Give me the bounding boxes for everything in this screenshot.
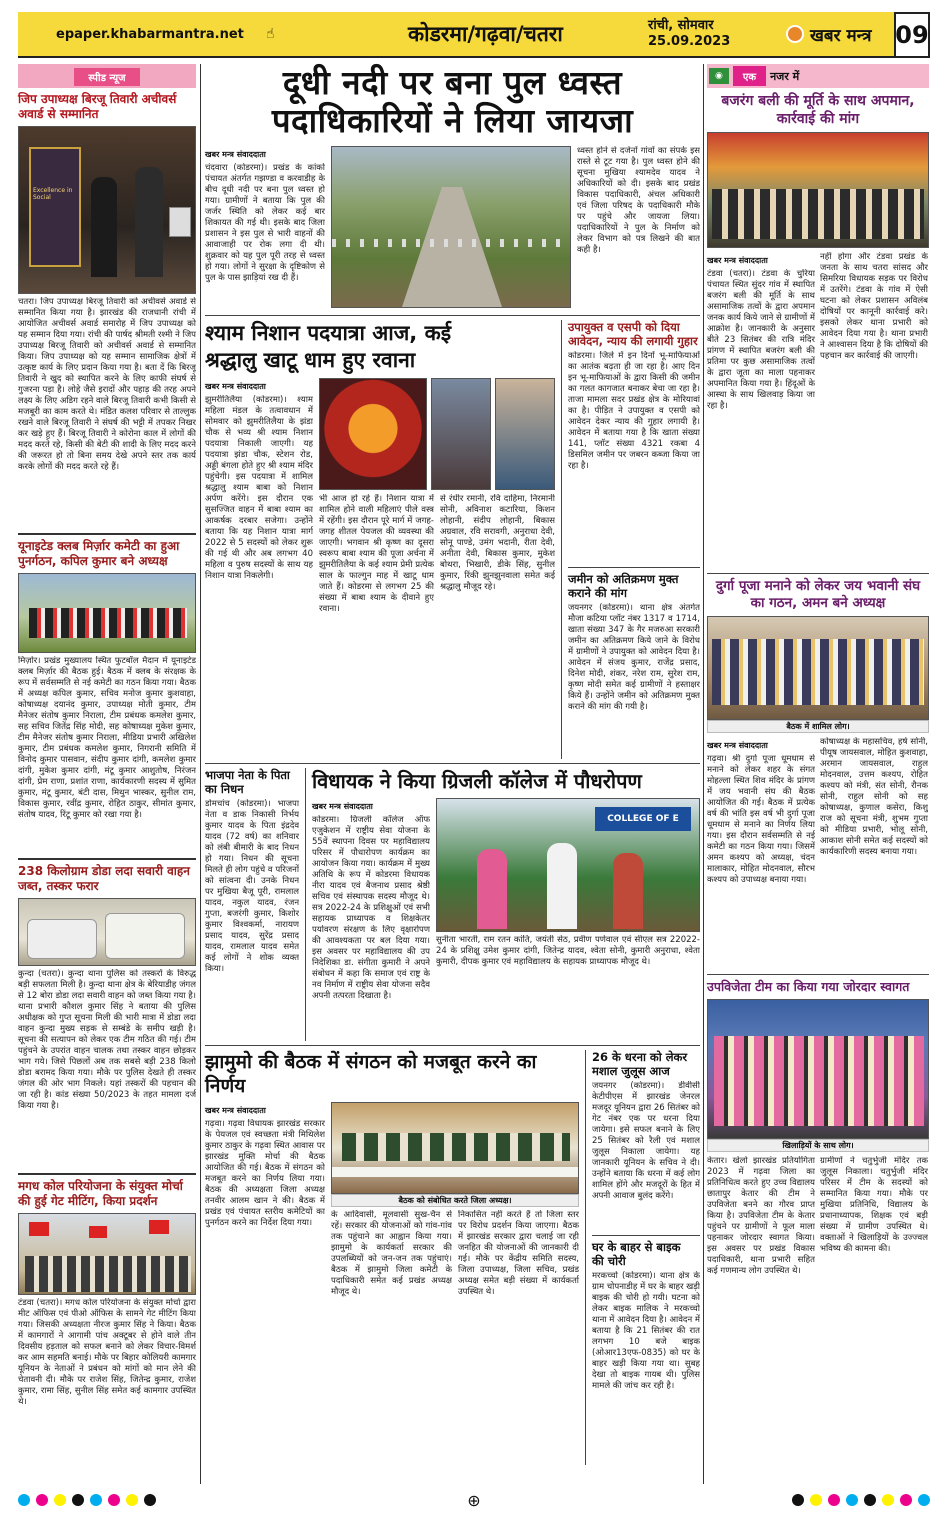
khatu-shyam-photo xyxy=(319,378,427,490)
lead-headline-line1: दूधी नदी पर बना पुल ध्वस्त xyxy=(282,63,623,102)
page-number: 09 xyxy=(894,12,930,58)
khatu-body3: से रंधीर रमानी, रवि दाहिमा, निरमानी सोनी, अविनाश कटारिया, किशन लोहानी, संदीप लोहानी, बिकास अग्रवाल, रवि सरावगी, अनुराधा देवी, सोनू पाण्डे, उमंग भदानी, रीता देवी, अनीता देवी, बिकास कुमार, मुकेश बोथरा, भिखारी, डीके सिंह, सुनील कुमार, रिंकी झुनझुनवाला समेत कई श्रद्धालु मौजूद रहे। xyxy=(440,494,555,592)
award-banner-text: Excellence in Social xyxy=(33,187,73,201)
lead-byline: खबर मन्त्र संवाददाता xyxy=(205,150,266,159)
print-registration-bar xyxy=(18,1490,930,1510)
najar-label: नजर में xyxy=(770,69,800,83)
jmm-photo-caption: बैठक को संबोधित करते जिला अध्यक्ष। xyxy=(331,1194,579,1207)
khatu-body2: भी आज हो रहे हैं। निशान यात्रा में शामिल होने वाली महिलाएं पीले वस्त्र में रहेंगी। इस दौरान पूरे मार्ग में जगह-जगह शीतल पेयजल की व्यवस्था की जाएगी। भगवान श्री कृष्ण का दूसरा स्वरूप बाबा श्याम की पूजा अर्चना में झुमरीतिलैया के कई श्याम प्रेमी प्रत्येक साल के फाल्गुन माह में खाटू धाम जाते हैं। कोडरमा से लगभग 25 की संख्या में बाबा श्याम के दीवाने हुए रवाना। xyxy=(319,494,434,614)
sack-pile xyxy=(27,919,97,959)
right-story2-body2: कोषाध्यक्ष के महासचिव, हर्ष सोनी, पीयूष जायसवाल, मोहित कुशवाहा, अरमान जायसवाल, राहुल मोदनवाल, उत्तम कश्यप, रोहित कश्यप को मंत्री, संत सोनी, रौनक सोनी, राहुल सोनी को सह कोषाध्यक्ष, कुणाल कसेरा, किशु राज को सूचना मंत्री, शुभम गुप्ता को मीडिया प्रभारी, भोलू सोनी, आकाश सोनी समेत कई सदस्यों को कार्यकारिणी सदस्य बनाया गया। xyxy=(820,737,928,857)
center-column xyxy=(205,64,700,1465)
right-story1-photo xyxy=(707,132,929,248)
brand-logo-icon xyxy=(786,25,804,43)
lead-body-right: ध्वस्त होने से दर्जनों गांवों का संपर्क इस रास्ते से टूट गया है। पुल ध्वस्त होने की सूचना मुखिया श्यामदेव यादव ने अधिकारियों को दी। इसके बाद प्रखंड विकास पदाधिकारी, अंचल अधिकारी एवं जिला परिषद के पदाधिकारी मौके पर पहुंचे और जायजा लिया। पदाधिकारियों ने पुल के निर्माण को लेकर विभाग को पत्र लिखने की बात कही है। xyxy=(577,146,700,255)
award-banner xyxy=(29,147,81,267)
story2-photo xyxy=(18,573,196,653)
person-figure xyxy=(547,843,577,929)
upayukt-body: कोडरमा। जिले में इन दिनों भू-माफियाओं का आतंक बढ़ता ही जा रहा है। आए दिन इन भू-माफियाओं के द्वारा किसी की जमीन का गलत कागजात बनाकर बेचा जा रहा है। ताजा मामला सदर प्रखंड क्षेत्र के मोरियावां का है। पीड़ित ने उपायुक्त व एसपी को आवेदन देकर न्याय की गुहार लगायी है। आवेदन में बताया गया है कि खाता संख्या 141, प्लॉट संख्या 4321 रकबा 4 डिसमिल जमीन पर जबरन कब्जा किया जा रहा है। xyxy=(567,351,700,471)
flag xyxy=(29,1222,49,1236)
ek-label: एक xyxy=(733,66,766,86)
college-body1: कोडरमा। ग्रिजली कॉलेज ऑफ एजुकेशन में राष्ट्रीय सेवा योजना के 55वें स्थापना दिवस पर महाविद्यालय परिसर में पौधारोपण कार्यक्रम का आयोजन किया गया। कार्यक्रम में मुख्य अतिथि के रूप में कोडरमा विधायक नीरा यादव एवं बैजनाथ प्रसाद श्रेष्ठी सचिव एवं संस्थापक सदस्य मौजूद थे। सत्र 2022-24 के प्रशिक्षुओं एवं सभी सहायक प्राध्यापक व शिक्षकेतर xyxy=(312,815,430,923)
bhajpa-headline-line1: भाजपा नेता के पिता xyxy=(205,768,290,782)
story4-body: टंडवा (चतरा)। मगध कोल परियोजना के संयुक्त मोर्चा द्वारा मीट ऑफिस एवं पीओ ऑफिस के सामने गेट मीटिंग किया गया। जिसकी अध्यक्षता नीरज कुमार सिंह ने किया। बैठक में कामगारों ने आगामी पांच अक्टूबर से होने वाले तीन दिवसीय हड़ताल को सफल बनाने को लेकर विचार-विमर्श कर आम सहमति बनाई। मौके पर बिहार कोलियरी कामगार यूनियन के नेताओं ने प्रबंधन को मांगों को मान लेने की चेतावनी दी। मौके पर राजेश सिंह, जितेन्द्र कुमार, राजेश कुमार, रामा सिंह, सुनील सिंह समेत कई कामगार उपस्थित थे। xyxy=(18,1298,196,1407)
lead-headline[interactable] xyxy=(205,64,700,140)
speed-news-bar xyxy=(18,64,196,88)
right-story2-photo-caption: बैठक में शामिल लोग। xyxy=(707,720,929,733)
page-header xyxy=(18,12,930,58)
college-banner: COLLEGE OF E xyxy=(595,807,691,831)
color-registration-left xyxy=(18,1494,156,1506)
right-story3-body2: ग्रामीणों ने चतुर्भुजी मंदिर तक जुलूस निकाला। चतुर्भुजी मंदिर परिसर में टीम के सदस्यों को सम्मानित किया गया। मौके पर मुखिया प्रतिनिधि, विद्यालय के प्रधानाध्यापक, शिक्षक एवं बड़ी संख्या में ग्रामीण उपस्थित थे। वक्ताओं ने खिलाड़ियों के उज्ज्वल भविष्य की कामना की। xyxy=(820,1156,928,1254)
site-url[interactable]: epaper.khabarmantra.net xyxy=(56,26,244,42)
ek-najar-logo-icon: ◉ xyxy=(709,68,729,84)
chori-body: मरकच्चो (कोडरमा)। थाना क्षेत्र के ग्राम चोपनाडीह में घर के बाहर खड़ी बाइक की चोरी हो गयी। घटना को लेकर बाइक मालिक ने मरकच्चो थाना में आवेदन दिया है। आवेदन में बताया है कि 21 सितंबर की रात लगभग 10 बजे बाइक (ओआर13एफ-0835) को घर के बाहर खड़ी किया गया था। सुबह देखा तो बाइक गायब थी। पुलिस मामले की जांच कर रही है। xyxy=(591,1271,700,1391)
upayukt-headline-line2: आवेदन, न्याय की लगायी गुहार xyxy=(567,334,698,348)
right-story3-photo xyxy=(707,999,929,1139)
person-figure xyxy=(477,849,507,929)
chori-headline[interactable] xyxy=(592,1240,700,1268)
college-body2: पर्यावरण संरक्षण के लिए वृक्षारोपण की आवश्यकता पर बल दिया गया। इस अवसर पर महाविद्यालय की उप निदेशिका डा. संगीता कुमारी ने अपने संबोधन में कहा कि समाज एवं राष्ट्र के नव निर्माण में राष्ट्रीय सेवा योजना सदैव अपनी तत्परता दिखाता है। xyxy=(312,925,430,1001)
khatu-selfie-photo xyxy=(495,378,555,490)
right-story2-body1: गढ़वा। श्री दुर्गा पूजा धूमधाम से मनाने को लेकर शहर के संगत मोहल्ला स्थित शिव मंदिर के प्रांगण में जय भवानी संघ की बैठक आयोजित की गई। बैठक में प्रत्येक वर्ष की भांति इस वर्ष भी दुर्गा पूजा धूमधाम से मनाने का निर्णय लिया गया। इस दौरान सर्वसम्मति से नई कमेटी का गठन किया गया। जिसमें अमन कश्यप को अध्यक्ष, चंदन मालाकार, मोहित मोदनवाल, सौरभ कश्यप को उपाध्यक्ष बनाया गया। xyxy=(707,754,815,885)
chori-headline-line2: की चोरी xyxy=(591,1254,626,1268)
college-body3: सुनीता भारती, राम रतन कांति, जयंती सेठ, प्रवीण पर्णवाल एवं सीएल सत्र 22022-24 के प्रशिक्षु उमेश कुमार दांगी, जितेन्द्र यादव, श्वेता सोनी, कुमारी अनुराधा, श्वेता कुमारी, दीपक कुमार एवं महाविद्यालय के सहायक प्राध्यापक मौजूद थे। xyxy=(436,935,700,967)
person-figure xyxy=(91,177,117,277)
person-figure xyxy=(613,853,643,929)
jameen-body: जयनगर (कोडरमा)। थाना क्षेत्र अंतर्गत मौजा कटिया प्लॉट नंबर 1317 व 1714, खाता संख्या 347 के गैर मजरुआ सरकारी जमीन का अतिक्रमण किये जाने के विरोध में ग्रामीणों ने उपायुक्त को आवेदन दिया है। आवेदन में संजय कुमार, राजेंद्र प्रसाद, दिनेश मोदी, शंकर, नरेश राम, सुरेश राम, कृष्ण मोदी समेत कई ग्रामीणों ने हस्ताक्षर किये हैं। उन्होंने जमीन को अतिक्रमण मुक्त कराने की मांग की गयी है। xyxy=(567,603,700,712)
jmm-headline[interactable]: झामुमो की बैठक में संगठन को मजबूत करने का निर्णय xyxy=(205,1051,537,1097)
jmm-body3: निकासित नहीं करते हैं तो जिला स्तर पर विरोध प्रदर्शन किया जाएगा। बैठक में झारखंड सरकार द्वारा चलाई जा रही जनहित की योजनाओं की जानकारी दी गई। मौके पर केंद्रीय समिति सदस्य, जिला उपाध्यक्ष, जिला सचिव, प्रखंड अध्यक्ष समेत बड़ी संख्या में कार्यकर्ता उपस्थित थे। xyxy=(458,1210,579,1297)
dharna-body: जयनगर (कोडरमा)। डीवीसी केटीपीएस में झारखंड जेनरल मजदूर यूनियन द्वारा 26 सितंबर को गेट नंबर एक पर धरना दिया जायेगा। इसे सफल बनाने के लिए 25 सितंबर को रैली एवं मशाल जुलूस निकाला जायेगा। यह जानकारी यूनियन के सचिव ने दी। उन्होंने बताया कि धरना में कई लोग शामिल होंगे और मजदूरों के हित में अपनी आवाज बुलंद करेंगे। xyxy=(591,1081,700,1201)
crosshair-icon: ⊕ xyxy=(467,1490,481,1510)
color-registration-right xyxy=(792,1494,930,1506)
story3-headline[interactable]: 238 किलोग्राम डोडा लदा सवारी वाहन जब्त, तस्कर फरार xyxy=(18,864,190,893)
chori-headline-line1: घर के बाहर से बाइक xyxy=(591,1240,681,1254)
khatu-headline-line1: श्याम निशान पदयात्रा आज, कई xyxy=(205,321,452,345)
brand-name: खबर मन्त्र xyxy=(810,25,872,46)
left-column xyxy=(18,64,196,1480)
story4-headline[interactable]: मगध कोल परियोजना के संयुक्त मोर्चा की हुई गेट मीटिंग, किया प्रदर्शन xyxy=(18,1179,183,1208)
edition-date xyxy=(648,18,758,50)
khatu-body1: झुमरीतिलैया (कोडरमा)। श्याम महिला मंडल के तत्वावधान में सोमवार को झुमरीतिलैया के झंडा चौक से भव्य श्री श्याम निशान पदयात्रा निकाली जाएगी। यह पदयात्रा झंडा चौक, स्टेशन रोड, अड्डी बंगला होते हुए श्री श्याम मंदिर पहुंचेगी। इस पदयात्रा में शामिल श्रद्धालु श्याम बाबा को निशान अर्पण करेंगे। इस दौरान एक सुसज्जित वाहन में बाबा श्याम का आकर्षक दरबार सजेगा। उन्होंने बताया कि यह निशान यात्रा मार्ग 2022 से 5 सदस्यों को लेकर शुरू की गई थी और अब लगभग 40 महिला व पुरुष सदस्यों के साथ यह निशान यात्रा निकलेगी। xyxy=(205,395,313,581)
date: 25.09.2023 xyxy=(648,34,731,49)
jameen-headline[interactable] xyxy=(568,572,700,600)
jmm-body2: के आदिवासी, मूलवासी सुख-चैन से रहें। सरकार की योजनाओं को गांव-गांव तक पहुंचाने का आह्वान किया गया। झामुमो के कार्यकर्ता सरकार की उपलब्धियों को जन-जन तक पहुंचाएं। बैठक में झामुमो जिला कमेटी के पदाधिकारी समेत कई प्रखंड अध्यक्ष मौजूद थे। xyxy=(331,1210,452,1297)
sack-pile xyxy=(105,913,185,959)
right-story1-body2: नहीं होगा और टंडवा प्रखंड के जनता के साथ चतरा सांसद और सिमरिया विधायक सड़क पर विरोध में उतरेंगे। टंडवा के गांव में ऐसी घटना को लेकर प्रशासन अविलंब दोषियों पर कानूनी कार्रवाई करे। इसको लेकर थाना प्रभारी को आवेदन दिया गया है। थाना प्रभारी ने आश्वासन दिया है कि दोषियों की पहचान कर कार्रवाई की जाएगी। xyxy=(820,252,928,361)
bridge-road xyxy=(402,187,502,307)
section-title: कोडरमा/गढ़वा/चतरा xyxy=(408,22,563,46)
story2-headline[interactable]: यूनाइटेड क्लब मिर्ज़ार कमेटी का हुआ पुनर्गठन, कपिल कुमार बने अध्यक्ष xyxy=(18,539,180,568)
crowd xyxy=(712,189,924,239)
jmm-photo xyxy=(331,1102,579,1194)
right-story3-headline[interactable]: उपविजेता टीम का किया गया जोरदार स्वागत xyxy=(707,979,910,994)
khatu-group-photo xyxy=(431,378,491,490)
lead-body-left: चंदवारा (कोडरमा)। प्रखंड के कांको पंचायत अंतर्गत गझण्डा व करवाडीह के बीच दूधी नदी पर बना पुल ध्वस्त हो गया। ग्रामीणों ने बताया कि पुल की जर्जर स्थिति को लेकर कई बार शिकायत की गई थी। इसके बाद जिला प्रशासन ने इस पुल से भारी वाहनों की आवाजाही पर रोक लगा दी थी। शुक्रवार को यह पुल पूरी तरह से ध्वस्त हो गया। लोगों ने सुरक्षा के दृष्टिकोण से पुल के पास झाड़ियां रख दी हैं। xyxy=(205,163,325,283)
ek-najar-bar xyxy=(707,64,929,88)
pointer-icon: ☝ xyxy=(266,26,275,42)
story4-photo xyxy=(18,1213,196,1295)
railing xyxy=(332,239,571,247)
flag xyxy=(89,1226,107,1238)
story3-photo xyxy=(18,898,196,966)
speed-news-tag: स्पीड न्यूज xyxy=(74,68,139,86)
right-story1-body1: टंडवा (चतरा)। टंडवा के चुरिया पंचायत स्थित सुंदर गांव में स्थापित बजरंग बली की मूर्ति के साथ असामाजिक तत्वों के द्वारा अपमान जनक कार्य किये जाने से ग्रामीणों में आक्रोश है। जानकारी के अनुसार बीते 23 सितंबर की रात्रि मंदिर प्रांगण में स्थापित बजरंग बली की प्रतिमा पर कुछ असामाजिक तत्वों के द्वारा जूता का माला पहनाकर अपमानित किया गया है। हिंदूओं के आस्था के साथ खिलवाड़ किया जा रहा है। xyxy=(707,269,815,411)
college-headline[interactable]: विधायक ने किया ग्रिजली कॉलेज में पौधरोपण xyxy=(312,769,642,793)
city-day: रांची, सोमवार xyxy=(648,18,714,33)
college-photo xyxy=(436,798,700,932)
right-story3-body1: केतार। खेलो झारखंड प्रतियोगिता 2023 में गढ़वा जिला का प्रतिनिधित्व करते हुए उच्च विद्यालय छातापुर केतार की टीम ने उपविजेता बनने का गौरव प्राप्त किया है। उपविजेता टीम के केतार पहुंचने पर ग्रामीणों ने फूल माला पहनाकर जोरदार स्वागत किया। इस अवसर पर प्रखंड विकास पदाधिकारी, थाना प्रभारी सहित कई गणमान्य लोग उपस्थित थे। xyxy=(707,1156,815,1276)
upayukt-headline-line1: उपायुक्त व एसपी को दिया xyxy=(567,320,680,334)
upayukt-headline[interactable] xyxy=(568,320,700,348)
table xyxy=(332,1167,579,1177)
khatu-byline: खबर मन्त्र संवाददाता xyxy=(205,382,266,391)
crowd xyxy=(712,639,924,705)
dharna-headline-line2: मशाल जुलूस आज xyxy=(591,1064,670,1078)
crowd xyxy=(25,1256,191,1292)
jameen-headline-line2: कराने की मांग xyxy=(567,586,627,600)
story1-headline[interactable]: जिप उपाध्यक्ष बिरजू तिवारी अचीवर्स अवार्ड से सम्मानित xyxy=(18,92,177,121)
brand-logo xyxy=(786,23,872,46)
bhajpa-headline[interactable] xyxy=(205,768,299,796)
story3-body: कुन्दा (चतरा)। कुन्दा थाना पुलिस को तस्करों के विरुद्ध बड़ी सफलता मिली है। कुन्दा थाना क्षेत्र के बेरियाडीह जंगल से 12 बोरा डोडा लदा सवारी वाहन को जब्त किया गया है। थाना प्रभारी कौशल कुमार सिंह ने बताया की पुलिस अधीक्षक को गुप्त सूचना मिली की भारी मात्रा में डोडा लदा वाहन कुन्दा मुख्य सड़क से सम्बंडे के समीप खड़ी है। सूचना की सत्यापन को लेकर एक टीम गठित की गई। टीम पहुंचने के उपरांत वाहन चालक तथा तस्कर वाहन छोड़कर भाग गये। जिसे पिछलों अब तक सबसे बड़ी 238 किलो डोडा बरामद किया गया। मौके पर पुलिस देखते ही तस्कर जंगल की ओर भाग निकले। यहां तस्करों की पहचान की जा रही है। कांड संख्या 50/2023 के तहत मामला दर्ज किया गया है। xyxy=(18,969,196,1111)
team-crowd xyxy=(714,1036,924,1126)
right-story1-headline[interactable]: बजरंग बली की मूर्ति के साथ अपमान, कार्रवाई की मांग xyxy=(721,93,915,127)
right-story2-photo xyxy=(707,616,929,720)
story1-photo xyxy=(18,126,196,294)
team-group xyxy=(29,608,187,638)
meeting-attendees xyxy=(342,1133,570,1161)
award-plaque xyxy=(169,207,191,237)
jmm-body1: गढ़वा। गढ़वा विधायक झारखंड सरकार के पेयजल एवं स्वच्छता मंत्री मिथिलेश कुमार ठाकुर के गढ़वा स्थित आवास पर झारखंड मुक्ति मोर्चा की बैठक आयोजित की गई। बैठक में संगठन को मजबूत करने का निर्णय लिया गया। बैठक की अध्यक्षता जिला अध्यक्ष तनवीर आलम खान ने की। बैठक में प्रखंड एवं पंचायत स्तरीय कमेटियों का पुनर्गठन करने का निर्देश दिया गया। xyxy=(205,1119,325,1228)
story1-body: चतरा। जिप उपाध्यक्ष बिरजू तिवारी को अचीवर्स अवार्ड से सम्मानित किया गया है। झारखंड की राजधानी रांची में आयोजित अचीवर्स अवार्ड समारोह में जिप उपाध्यक्ष को यह सम्मान दिया गया। रांची की पार्षद श्रीमती रश्मी ने जिप उपाध्यक्ष बिरजू तिवारी को अचीवर्स अवार्ड से सम्मानित किया। जिप उपाध्यक्ष को यह सम्मान सामाजिक क्षेत्रों में उत्कृष्ट कार्य के लिए प्रदान किया गया है। बता दें कि बिरजू तिवारी ने खुद को स्थापित करने के लिए काफी संघर्ष से गुजरना पड़ा है। लोहे जैसे इरादों और पहाड़ की तरह अपने लक्ष्य के लिए अडिग रहने वाले बिरजू तिवारी कभी किसी से मजबूरी का काम करते थे। मंडित कलश परिवार से ताल्लुक रखने वाले बिरजू तिवारी ने संघर्ष की भट्टी में तपकर निखर कर खड़े हुए हैं। बिरजू तिवारी ने कोरोना काल में लोगों की मदद करते रहे, किसी की बेटी की शादी के लिए मदद करने की जरूरत हो तो बिना समय देखे अपने स्तर तक कार्य करके लोगों की मदद करते रहे हैं। xyxy=(18,297,196,472)
bhajpa-headline-line2: का निधन xyxy=(205,782,244,796)
jmm-byline: खबर मन्त्र संवाददाता xyxy=(205,1106,266,1115)
story2-body: मिर्ज़ार। प्रखंड मुख्यालय स्थित फुटबॉल मैदान में यूनाइटेड क्लब मिर्ज़ार की बैठक हुई। बैठक में क्लब के संरक्षक के रूप में सर्वसम्मति से नई कमेटी का गठन किया गया। बैठक में अध्यक्ष कपिल कुमार, सचिव मनोज कुमार कुशवाहा, कोषाध्यक्ष दयानंद कुमार, उपाध्यक्ष मोती कुमार, टीम मैनेजर संतोष कुमार निराला, टीम प्रबंधक कमलेश कुमार, सह सचिव जितेंद्र सिंह मोदी, सह कोषाध्यक्ष मुकेश कुमार, टीम मैनेजर संतोष कुमार निराला, मीडिया प्रभारी अखिलेश कुमार, टीम प्रबंधक कमलेश कुमार, निगरानी समिति में विनोद कुमार पासवान, संदीप कुमार दांगी, कमलेश कुमार दांगी, मुकेश कुमार दांगी, मंटू कुमार आशुतोष, निरंजन दांगी, प्रेम राणा, प्रशांत राणा, कार्यकारणी सदस्य में सुमित कुमार, मंटू कुमार, बंटी दास, मिथुन भास्कर, सुनील राम, विकास कुमार, रवींद्र कुमार, रोहित ठाकुर, सीमांत कुमार, संतोष यादव, रिंटू कुमार को रखा गया है। xyxy=(18,656,196,820)
bhajpa-body: डोमचांच (कोडरमा)। भाजपा नेता व डाक निकासी निर्भय कुमार यादव के पिता इंद्रदेव यादव (72 वर्ष) का शनिवार को लंबी बीमारी के बाद निधन हो गया। निधन की सूचना मिलते ही लोग पहुंचे व परिजनों को सांत्वना दी। उनके निधन पर मुखिया बैजू पूरी, रामलाल यादव, नकुल यादव, रंजन गुप्ता, बजरंगी कुमार, किशोर कुमार विश्वकर्मा, नारायण प्रसाद यादव, सुरेंद्र प्रसाद यादव, रामलाल यादव समेत कई लोगों ने शोक व्यक्त किया। xyxy=(205,799,300,974)
right-story3-photo-caption: खिलाड़ियों के साथ लोग। xyxy=(707,1139,929,1152)
dharna-headline-line1: 26 के धरना को लेकर xyxy=(591,1050,688,1064)
right-story2-byline: खबर मन्त्र संवाददाता xyxy=(707,741,768,750)
jameen-headline-line1: जमीन को अतिक्रमण मुक्त xyxy=(567,572,679,586)
khatu-headline[interactable] xyxy=(205,320,555,374)
right-column xyxy=(707,64,929,1376)
right-story1-byline: खबर मन्त्र संवाददाता xyxy=(707,256,768,265)
right-story2-headline[interactable]: दुर्गा पूजा मनाने को लेकर जय भवानी संघ का गठन, अमन बने अध्यक्ष xyxy=(715,578,921,611)
khatu-headline-line2: श्रद्धालु खाटू धाम हुए रवाना xyxy=(205,348,416,372)
lead-headline-line2: पदाधिकारियों ने लिया जायजा xyxy=(271,101,634,140)
flag xyxy=(149,1220,169,1234)
college-byline: खबर मन्त्र संवाददाता xyxy=(312,802,373,811)
person-figure xyxy=(135,167,163,277)
lead-photo xyxy=(331,146,571,308)
dharna-headline[interactable] xyxy=(592,1050,700,1078)
